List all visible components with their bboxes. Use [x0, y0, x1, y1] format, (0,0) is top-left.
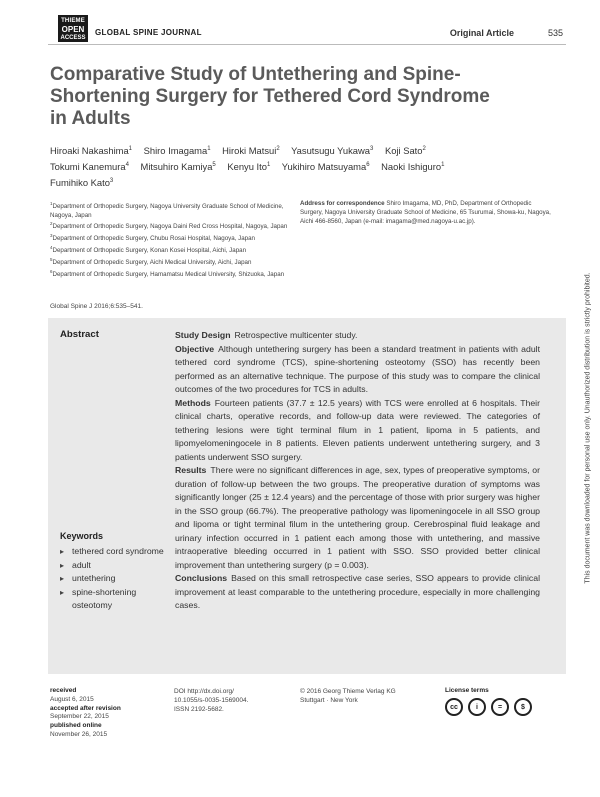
- page-number: 535: [548, 28, 564, 38]
- author: Kenyu Ito$^1$: [227, 161, 271, 173]
- license-terms-label[interactable]: License terms: [445, 687, 489, 694]
- author: Hiroki Matsui$^2$: [222, 145, 280, 157]
- article-title: Comparative Study of Untethering and Spine-Shortening Surgery for Tethered Cord Syndrome in Adults: [50, 64, 490, 129]
- correspondence-text: Shiro Imagama, MD, PhD, Department of Orthopedic Surgery, Nagoya University Graduate School of Medicine, 65 Tsurumai, Showa-ku, Nagoya, Aichi 466-8560, Japan (e-mail: imagama@med.nagoya-u.ac.jp).: [300, 200, 551, 225]
- logo-line-access: ACCESS: [60, 35, 86, 41]
- author: Tokumi Kanemura$^4$: [50, 161, 129, 173]
- author: Yukihiro Matsuyama$^6$: [281, 161, 370, 173]
- keyword: ▸ untethering: [60, 572, 165, 586]
- abstract-heading: Abstract: [60, 329, 99, 340]
- keywords-heading: Keywords: [60, 531, 104, 541]
- abstract-body: [175, 329, 540, 613]
- nd-icon: =: [491, 698, 509, 716]
- affiliation: $^1$Department of Orthopedic Surgery, Nagoya University Graduate School of Medicine, Nagoya, Japan: [50, 201, 284, 219]
- citation: Global Spine J 2016;6:535–541.: [50, 303, 143, 310]
- correspondence-address: [300, 200, 555, 226]
- logo-line-open: OPEN: [61, 25, 85, 34]
- author: Mitsuhiro Kamiya$^5$: [140, 161, 216, 173]
- cc-icon: cc: [445, 698, 463, 716]
- author: Koji Sato$^2$: [384, 145, 426, 157]
- abstract-section-study-design: Study Design Retrospective multicenter study.: [175, 330, 358, 340]
- doi-line[interactable]: 10.1055/s-0035-1569004.: [174, 697, 249, 704]
- open-access-logo: [58, 15, 88, 42]
- by-icon: i: [468, 698, 486, 716]
- abstract-section-objective: Objective Although untethering surgery has been a standard treatment in patients with adult tethered cord syndrome (TCS), spine-shortening osteotomy (SSO) has recently been performed as an alternative technique. The purpose of this study was to compare the clinical outcomes of the two procedures for TCS in adults.: [175, 343, 540, 394]
- nc-icon: $: [514, 698, 532, 716]
- affiliation: $^6$Department of Orthopedic Surgery, Hamamatsu Medical University, Shizuoka, Japan: [50, 268, 285, 278]
- keyword: ▸ tethered cord syndrome: [60, 545, 165, 559]
- abstract-section-methods: Methods Fourteen patients (37.7 ± 12.5 years) with TCS were enrolled at 6 hospitals. Their clinical charts, operative records, and follow-up data were reviewed. The categories of tethering lesions were tight terminal filum in 1 patient, lipoma in 5 patients, and lipomyelomeningocele in 8 patients. Eleven patients underwent untethering surgery, and 3 patients underwent SSO surgery.: [175, 397, 540, 462]
- affiliation: $^2$Department of Orthopedic Surgery, Nagoya Daini Red Cross Hospital, Nagoya, Japan: [50, 221, 288, 231]
- author: Shiro Imagama$^1$: [143, 145, 211, 157]
- publication-dates: received August 6, 2015 accepted after revision September 22, 2015 published online November 26, 2015: [50, 687, 121, 738]
- doi-info: [174, 687, 294, 714]
- affiliation: $^3$Department of Orthopedic Surgery, Chubu Rosai Hospital, Nagoya, Japan: [50, 233, 255, 243]
- author: Hiroaki Nakashima$^1$: [50, 145, 133, 157]
- license-icons[interactable]: [445, 698, 555, 718]
- abstract-section-conclusions: Conclusions Based on this small retrospective case series, SSO appears to provide clinical improvement at least comparable to the untethering procedure, especially in more challenging cases.: [175, 573, 540, 610]
- author: Fumihiko Kato$^3$: [50, 177, 114, 189]
- journal-name: GLOBAL SPINE JOURNAL: [95, 28, 202, 37]
- article-type: Original Article: [449, 28, 514, 38]
- affiliation: $^4$Department of Orthopedic Surgery, Konan Kosei Hospital, Aichi, Japan: [50, 245, 247, 255]
- keyword: ▸ adult: [60, 559, 165, 573]
- keyword-list: [60, 545, 165, 613]
- correspondence-label: Address for correspondence: [300, 200, 385, 207]
- affiliation-list: [50, 200, 295, 280]
- affiliation: $^5$Department of Orthopedic Surgery, Aichi Medical University, Aichi, Japan: [50, 256, 252, 266]
- author: Yasutsugu Yukawa$^3$: [291, 145, 374, 157]
- download-notice: This document was downloaded for personal use only. Unauthorized distribution is strictly prohibited.: [584, 272, 592, 584]
- issn-line: ISSN 2192-5682.: [174, 706, 224, 713]
- doi-line[interactable]: DOI http://dx.doi.org/: [174, 688, 234, 695]
- abstract-section-results: Results There were no significant differences in age, sex, types of preoperative symptoms, or duration of follow-up between the two groups. The preoperative duration of symptoms was significantly longer (25 ± 12.4 years) and the percentage of those with prior surgery was higher in the SSO group (66.7%). The preoperative pathology was lipomeningocele in all SSO group and lipoma or tight terminal filum in the untethering group. Cerebrospinal fluid leakage and urinary infection occurred in 1 patient each among those with untethering, and massive intraoperative bleeding occurred in 1 patient with SSO. SSO provided better clinical improvement than untethering surgery (p = 0.003).: [175, 465, 540, 570]
- author: Naoki Ishiguro$^1$: [381, 161, 445, 173]
- copyright: © 2016 Georg Thieme Verlag KG Stuttgart · New York: [300, 688, 396, 704]
- author-list: [50, 142, 520, 190]
- logo-line-thieme: THIEME: [61, 18, 85, 24]
- header-divider: [48, 44, 566, 45]
- keyword: ▸ spine-shortening osteotomy: [60, 586, 165, 613]
